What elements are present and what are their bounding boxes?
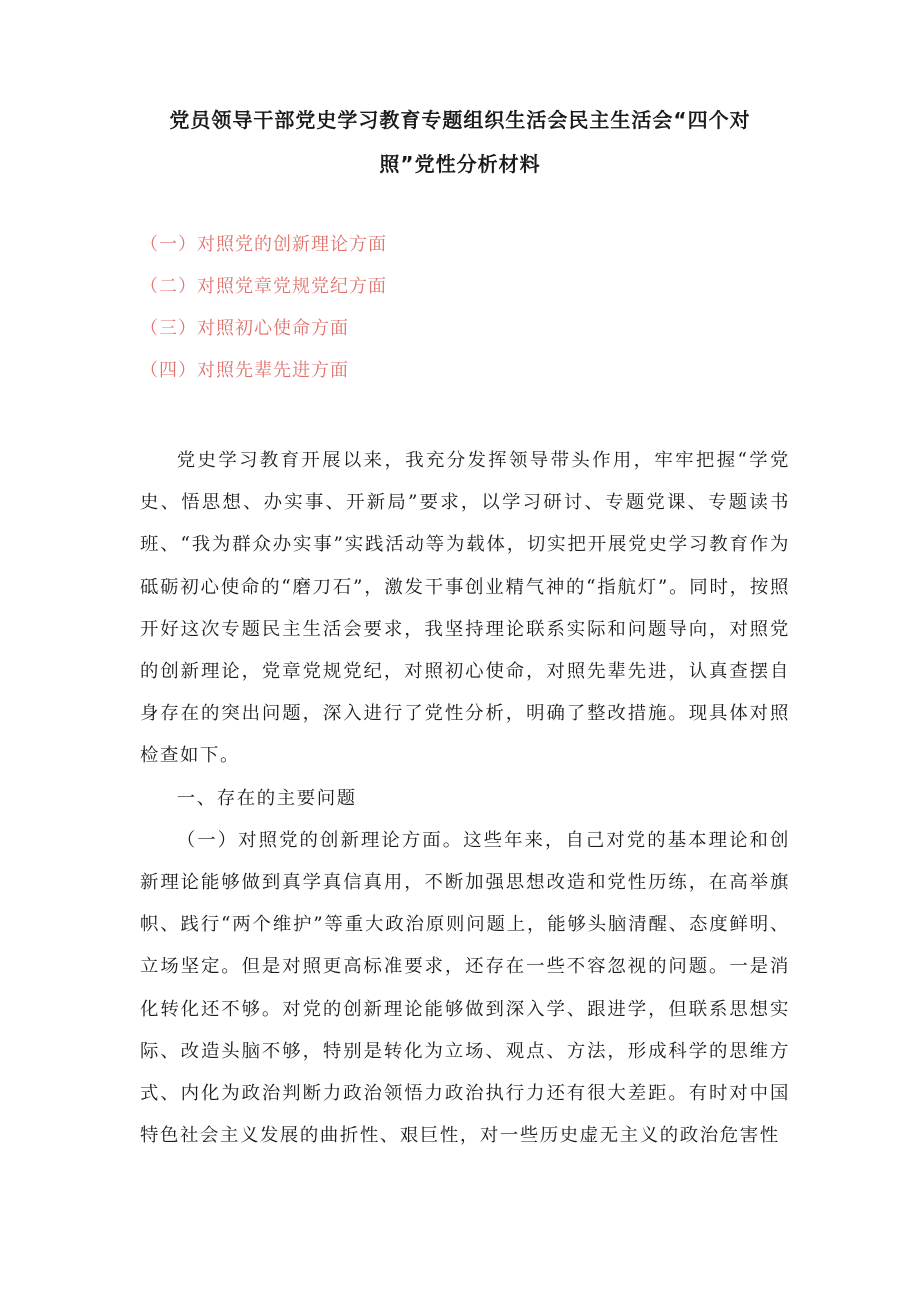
intro-paragraph: 党史学习教育开展以来，我充分发挥领导带头作用，牢牢把握“学党史、悟思想、办实事、开新局”要求，以学习研讨、专题党课、专题读书班、“我为群众办实事”实践活动等为载体，切实把开展党史学习教育作为砥砺初心使命的“磨刀石”，激发干事创业精气神的“指航灯”。同时，按照开好这次专题民主生活会要求，我坚持理论联系实际和问题导向，对照党的创新理论，党章党规党纪，对照初心使命，对照先辈先进，认真查摆自身存在的突出问题，深入进行了党性分析，明确了整改措施。现具体对照检查如下。 bbox=[140, 450, 790, 767]
toc-link-1[interactable]: （一）对照党的创新理论方面 bbox=[140, 234, 387, 255]
toc-link-2[interactable]: （二）对照党章党规党纪方面 bbox=[140, 276, 387, 297]
toc-link-3[interactable]: （三）对照初心使命方面 bbox=[140, 318, 349, 339]
document-title-line-2: 照”党性分析材料 bbox=[379, 152, 541, 176]
section-heading: 一、存在的主要问题 bbox=[176, 787, 357, 809]
document-body bbox=[140, 440, 790, 1157]
section-paragraph: （一）对照党的创新理论方面。这些年来，自己对党的基本理论和创新理论能够做到真学真信真用，不断加强思想改造和党性历练，在高举旗帜、践行“两个维护”等重大政治原则问题上，能够头脑清醒、态度鲜明、立场坚定。但是对照更高标准要求，还存在一些不容忽视的问题。一是消化转化还不够。对党的创新理论能够做到深入学、跟进学，但联系思想实际、改造头脑不够，特别是转化为立场、观点、方法，形成科学的思维方式、内化为政治判断力政治领悟力政治执行力还有很大差距。有时对中国特色社会主义发展的曲折性、艰巨性，对一些历史虚无主义的政治危害性 bbox=[140, 829, 790, 1147]
document-title-line-1: 党员领导干部党史学习教育专题组织生活会民主生活会“四个对 bbox=[169, 108, 751, 132]
toc-link-4[interactable]: （四）对照先辈先进方面 bbox=[140, 360, 349, 381]
table-of-contents bbox=[140, 230, 387, 398]
